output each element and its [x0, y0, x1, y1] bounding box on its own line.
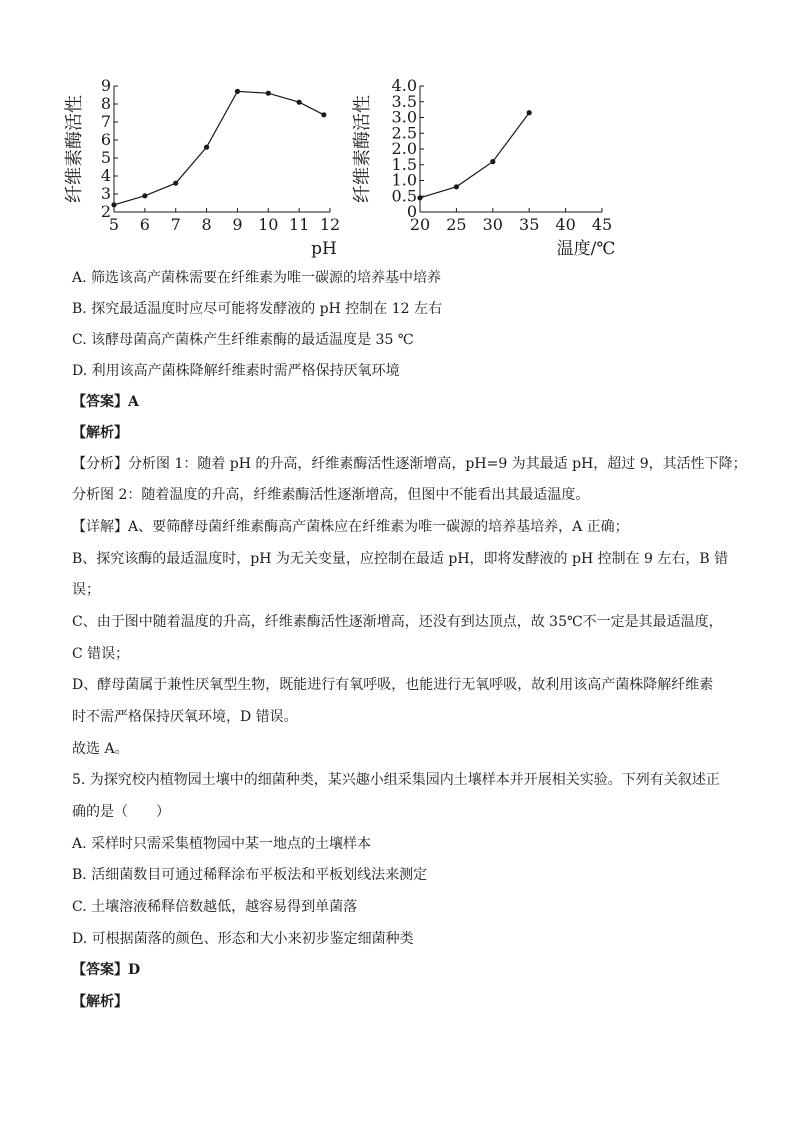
detail-d-line2: 时不需严格保持厌氧环境，D 错误。: [72, 709, 298, 725]
conclusion: 故选 A。: [72, 741, 129, 757]
detail-d-line1: D、酵母菌属于兼性厌氧型生物，既能进行有氧呼吸，也能进行无氧呼吸，故利用该高产菌株降解纤维素: [72, 677, 714, 693]
temp-chart-y-tick-label: 0: [406, 202, 417, 221]
detail-b-line1: B、探究该酶的最适温度时，pH 为无关变量，应控制在最适 pH，即将发酵液的 pH 控制在 9 左右，B 错: [72, 551, 729, 567]
temp-chart-x-tick-label: 35: [519, 215, 540, 234]
ph-chart-series-line: [114, 91, 324, 204]
ph-chart-y-tick-label: 2: [100, 202, 111, 221]
detail-a: 【详解】A、要筛酵母菌纤维素酶高产菌株应在纤维素为唯一碳源的培养基培养，A 正确；: [72, 519, 629, 535]
ph-chart-x-tick-label: 5: [108, 215, 120, 234]
temp-chart-x-tick-label: 30: [482, 215, 503, 234]
ph-chart-x-axis-label: pH: [311, 239, 337, 259]
q5-answer-label: 【答案】D: [72, 962, 141, 978]
ph-chart-x-tick-label: 11: [288, 215, 310, 234]
figure-charts: [60, 72, 680, 262]
answer-label: 【答案】A: [72, 394, 139, 410]
ph-chart-y-tick-label: 5: [100, 148, 111, 167]
analysis-label: 【解析】: [72, 425, 128, 441]
q5-analysis-label: 【解析】: [72, 994, 128, 1010]
temp-chart-data-point: [527, 110, 532, 115]
temp-chart-x-axis-label: 温度/℃: [556, 239, 616, 259]
detail-c-line1: C、由于图中随着温度的升高，纤维素酶活性逐渐增高，还没有到达顶点，故 35℃不一定是其最适温度，: [72, 614, 723, 630]
analysis-paragraph-2: 分析图 2：随着温度的升高，纤维素酶活性逐渐增高，但图中不能看出其最适温度。: [72, 487, 590, 503]
ph-chart-data-point: [204, 145, 209, 150]
temp-chart-data-point: [490, 159, 495, 164]
ph-chart-y-tick-label: 9: [100, 76, 111, 95]
q5-option-a: A. 采样时只需采集植物园中某一地点的土壤样本: [72, 836, 372, 852]
ph-chart-data-point: [321, 112, 326, 117]
question-5-line1: 5. 为探究校内植物园土壤中的细菌种类，某兴趣小组采集园内土壤样本并开展相关实验。下列有关叙述正: [72, 772, 720, 788]
q5-option-c: C. 土壤溶液稀释倍数越低，越容易得到单菌落: [72, 899, 358, 915]
ph-chart-y-tick-label: 3: [100, 184, 111, 203]
temp-chart-y-tick-label: 1.5: [391, 154, 417, 174]
option-c: C. 该酵母菌高产菌株产生纤维素酶的最适温度是 35 ℃: [72, 332, 414, 348]
ph-chart-x-tick-label: 6: [139, 215, 150, 234]
ph-chart-x-tick-label: 12: [319, 215, 341, 234]
temp-chart-data-point: [417, 195, 422, 200]
ph-chart-data-point: [111, 202, 116, 207]
temp-chart-y-tick-label: 4.0: [391, 76, 417, 95]
q5-option-b: B. 活细菌数目可通过稀释涂布平板法和平板划线法来测定: [72, 867, 428, 883]
ph-chart-y-tick-label: 4: [100, 166, 111, 185]
ph-activity-chart: [60, 72, 350, 262]
ph-chart-y-tick-label: 7: [100, 112, 111, 131]
ph-chart-y-tick-label: 8: [100, 94, 111, 113]
temp-chart-data-point: [454, 184, 459, 189]
ph-chart-x-tick-label: 9: [232, 215, 243, 234]
detail-c-line2: C 错误；: [72, 646, 130, 662]
temp-chart-x-tick-label: 20: [409, 215, 431, 234]
temp-chart-x-tick-label: 25: [446, 215, 467, 234]
temp-chart-y-tick-label: 0.5: [391, 186, 417, 206]
temperature-activity-chart: [350, 72, 650, 262]
temp-chart-x-tick-label: 40: [555, 215, 576, 234]
ph-chart-x-tick-label: 7: [170, 215, 181, 234]
temp-chart-series-line: [420, 113, 529, 198]
ph-chart-y-tick-label: 6: [100, 130, 111, 149]
q5-option-d: D. 可根据菌落的颜色、形态和大小来初步鉴定细菌种类: [72, 931, 414, 947]
ph-chart-data-point: [266, 91, 271, 96]
temp-chart-y-tick-label: 3.5: [391, 91, 417, 111]
ph-chart-x-tick-label: 8: [201, 215, 212, 234]
ph-chart-data-point: [142, 193, 147, 198]
ph-chart-y-axis-label: 纤维素酶活性: [64, 95, 85, 203]
temp-chart-y-tick-label: 3.0: [391, 107, 417, 127]
option-b: B. 探究最适温度时应尽可能将发酵液的 pH 控制在 12 左右: [72, 301, 442, 317]
ph-chart-data-point: [297, 100, 302, 105]
temp-chart-x-tick-label: 45: [591, 215, 613, 234]
option-d: D. 利用该高产菌株降解纤维素时需严格保持厌氧环境: [72, 363, 400, 379]
temp-chart-y-tick-label: 2.5: [391, 123, 417, 143]
option-a: A. 筛选该高产菌株需要在纤维素为唯一碳源的培养基中培养: [72, 270, 442, 286]
temp-chart-y-axis-label: 纤维素酶活性: [352, 95, 373, 203]
temp-chart-y-tick-label: 1.0: [391, 170, 417, 190]
ph-chart-data-point: [173, 181, 178, 186]
ph-chart-data-point: [235, 89, 240, 94]
question-5-line2: 确的是（ ）: [72, 804, 170, 820]
temp-chart-y-tick-label: 2.0: [391, 139, 417, 158]
analysis-paragraph-1: 【分析】分析图 1：随着 pH 的升高，纤维素酶活性逐渐增高，pH=9 为其最适 pH，超过 9，其活性下降；: [72, 456, 747, 472]
detail-b-line2: 误；: [72, 582, 100, 598]
ph-chart-x-tick-label: 10: [258, 215, 279, 234]
